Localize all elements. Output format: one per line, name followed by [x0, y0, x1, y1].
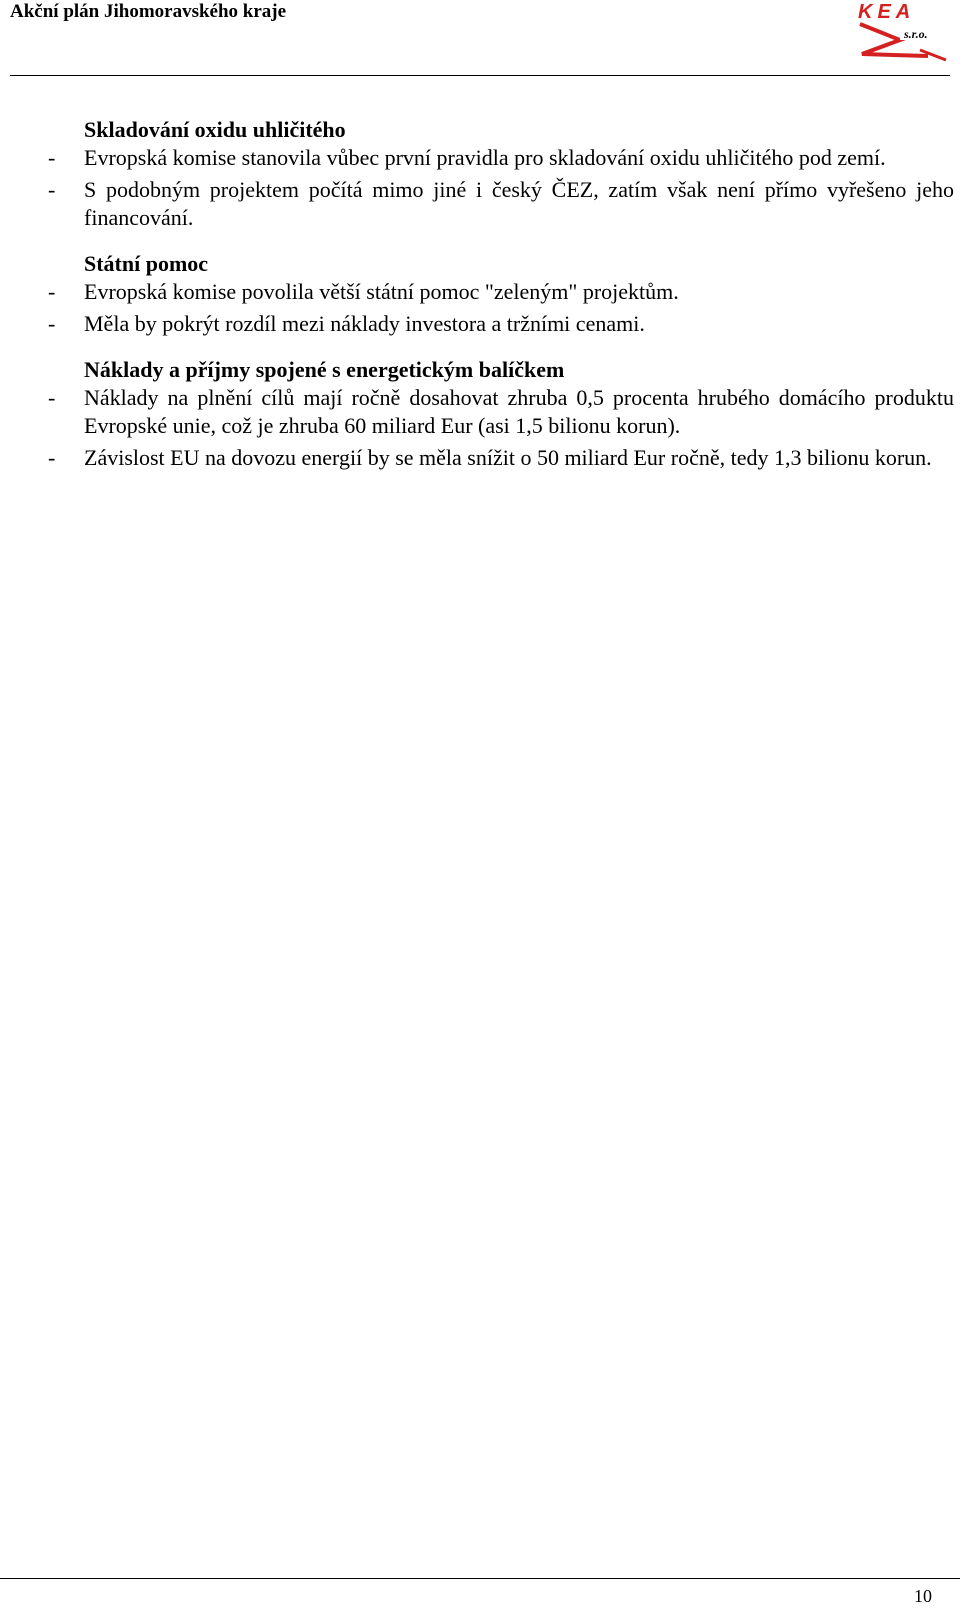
list-bullet: - [48, 311, 56, 336]
kea-logo-icon [856, 0, 948, 64]
list-item [48, 310, 954, 338]
logo-suffix: s.r.o. [904, 27, 928, 41]
logo-text: KEA [858, 1, 916, 23]
list-item [48, 144, 954, 172]
section-co2-storage [48, 116, 954, 232]
footer-divider [0, 1578, 960, 1579]
list-bullet: - [48, 445, 56, 470]
list-item-text: Evropská komise stanovila vůbec první pravidla pro skladování oxidu uhličitého pod zemí. [84, 145, 886, 170]
list-bullet: - [48, 385, 56, 410]
list-bullet: - [48, 145, 56, 170]
list-item [48, 176, 954, 232]
page-number: 10 [914, 1586, 932, 1606]
list-item [48, 444, 954, 472]
page-header [10, 0, 950, 76]
list-item-text: Měla by pokrýt rozdíl mezi náklady investora a tržními cenami. [84, 311, 645, 336]
list-item-text: Evropská komise povolila větší státní pomoc "zeleným" projektům. [84, 279, 679, 304]
document-body [48, 116, 954, 490]
list-item [48, 278, 954, 306]
list-item-text: S podobným projektem počítá mimo jiné i český ČEZ, zatím však není přímo vyřešeno jeho financování. [84, 177, 954, 230]
list-item-text: Náklady na plnění cílů mají ročně dosahovat zhruba 0,5 procenta hrubého domácího produktu Evropské unie, což je zhruba 60 miliard Eur (asi 1,5 bilionu korun). [84, 385, 954, 438]
list-bullet: - [48, 177, 56, 202]
section-heading: Skladování oxidu uhličitého [84, 117, 346, 142]
list-item [48, 384, 954, 440]
section-costs-and-revenues [48, 356, 954, 472]
section-heading: Náklady a příjmy spojené s energetickým balíčkem [84, 357, 565, 382]
list-bullet: - [48, 279, 56, 304]
header-title: Akční plán Jihomoravského kraje [10, 1, 287, 22]
section-state-aid [48, 250, 954, 338]
section-heading: Státní pomoc [84, 251, 209, 276]
list-item-text: Závislost EU na dovozu energií by se měla snížit o 50 miliard Eur ročně, tedy 1,3 bilionu korun. [84, 445, 932, 470]
